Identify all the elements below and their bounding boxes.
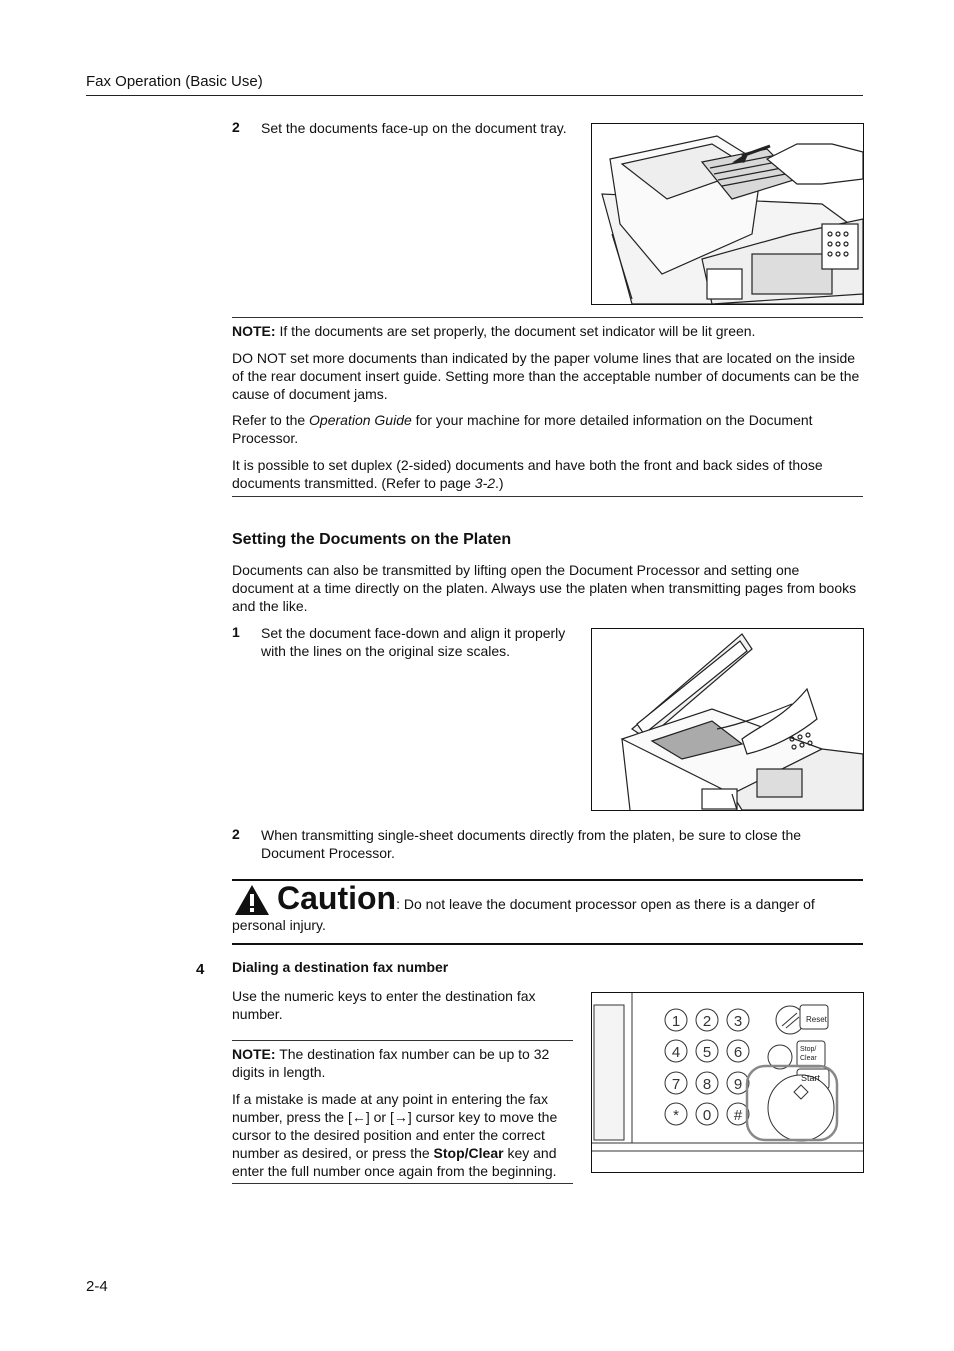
step-number: 4 [196, 961, 205, 978]
cursor-text-b: ] or [ [365, 1109, 394, 1125]
section-heading: Setting the Documents on the Platen [232, 531, 512, 548]
note-bottom-rule [232, 1183, 573, 1184]
numeric-keys [665, 1009, 749, 1125]
document-tray-drawing [592, 124, 863, 304]
step-number: 2 [232, 119, 240, 135]
note-label: NOTE: [232, 1046, 276, 1062]
key-1: 1 [671, 1013, 681, 1030]
key-5: 5 [702, 1044, 712, 1061]
document-tray-illustration [591, 123, 864, 305]
duplex-post: .) [495, 475, 504, 491]
step-text: When transmitting single-sheet documents directly from the platen, be sure to close the Document Processor. [261, 827, 802, 861]
warning-triangle-icon [234, 884, 270, 916]
page-number: 2-4 [86, 1278, 108, 1295]
caution-bottom-rule [232, 943, 863, 945]
note-text: The destination fax number can be up to 32 digits in length. [232, 1046, 550, 1080]
platen-intro-paragraph: Documents can also be transmitted by lifting open the Document Processor and setting one document at a time directly on the platen. Always use the platen when transmitting pages from books and the like. [232, 562, 857, 614]
stop-clear-key-name: Stop/Clear [433, 1145, 504, 1161]
volume-warning-paragraph: DO NOT set more documents than indicated by the paper volume lines that are located on the inside of the rear document insert guide. Setting more than the acceptable number of documents can be the cause of document jams. [232, 350, 860, 402]
start-label: Start [801, 1073, 821, 1083]
cursor-text-d: key and enter the full number once again from the beginning. [232, 1145, 557, 1179]
cursor-text-a: If a mistake is made at any point in entering the fax number, press the [ [232, 1091, 548, 1125]
keypad-illustration [591, 992, 864, 1173]
step-number: 2 [232, 826, 240, 842]
note-label: NOTE: [232, 323, 276, 339]
key-3: 3 [733, 1013, 743, 1030]
key-hash: # [733, 1107, 743, 1124]
key-7: 7 [671, 1076, 681, 1093]
header-title: Fax Operation (Basic Use) [86, 73, 263, 90]
key-8: 8 [702, 1076, 712, 1093]
operation-guide-title: Operation Guide [309, 412, 412, 428]
stop-label-2: Clear [800, 1055, 817, 1062]
note-paragraph [232, 322, 863, 340]
duplex-paragraph [232, 456, 863, 492]
platen-drawing [592, 629, 863, 810]
caution-text-continued: personal injury. [232, 917, 326, 933]
caution-text: : Do not leave the document processor open as there is a danger of [396, 896, 815, 912]
caution-word: Caution [277, 880, 397, 916]
note-top-rule [232, 1040, 573, 1041]
operation-guide-paragraph [232, 411, 863, 447]
stop-label-1: Stop/ [800, 1046, 817, 1053]
caution-line [277, 880, 863, 917]
step-text: Set the document face-down and align it properly with the lines on the original size scales. [261, 625, 566, 659]
key-4: 4 [671, 1044, 681, 1061]
header-divider [86, 95, 863, 96]
key-0: 0 [702, 1107, 712, 1124]
duplex-page-ref: 3-2 [474, 475, 496, 491]
key-9: 9 [733, 1076, 743, 1093]
cursor-key-paragraph [232, 1090, 573, 1180]
right-arrow-key: → [393, 1109, 408, 1125]
cursor-text-c: ] cursor key to move the cursor to the desired position and enter the correct number as desired, or press the [232, 1109, 558, 1161]
platen-illustration [591, 628, 864, 811]
reset-label: Reset [806, 1015, 827, 1024]
key-2: 2 [702, 1013, 712, 1030]
step-number: 1 [232, 624, 240, 640]
step-text: Set the documents face-up on the document tray. [261, 120, 567, 136]
step-text: Use the numeric keys to enter the destination fax number. [232, 988, 536, 1022]
step-heading: Dialing a destination fax number [232, 959, 449, 975]
duplex-pre: It is possible to set duplex (2-sided) documents and have both the front and back sides of those documents transmitted. (Refer to page [232, 457, 823, 491]
left-arrow-key: ← [351, 1109, 366, 1125]
note-bottom-rule [232, 496, 863, 497]
key-star: * [673, 1107, 679, 1124]
operation-guide-post: for your machine for more detailed information on the Document Processor. [232, 412, 813, 446]
note-top-rule [232, 317, 863, 318]
operation-guide-pre: Refer to the [232, 412, 310, 428]
note-paragraph [232, 1045, 573, 1081]
keypad-drawing [592, 993, 863, 1172]
note-text: If the documents are set properly, the document set indicator will be lit green. [275, 323, 756, 339]
key-6: 6 [733, 1044, 743, 1061]
